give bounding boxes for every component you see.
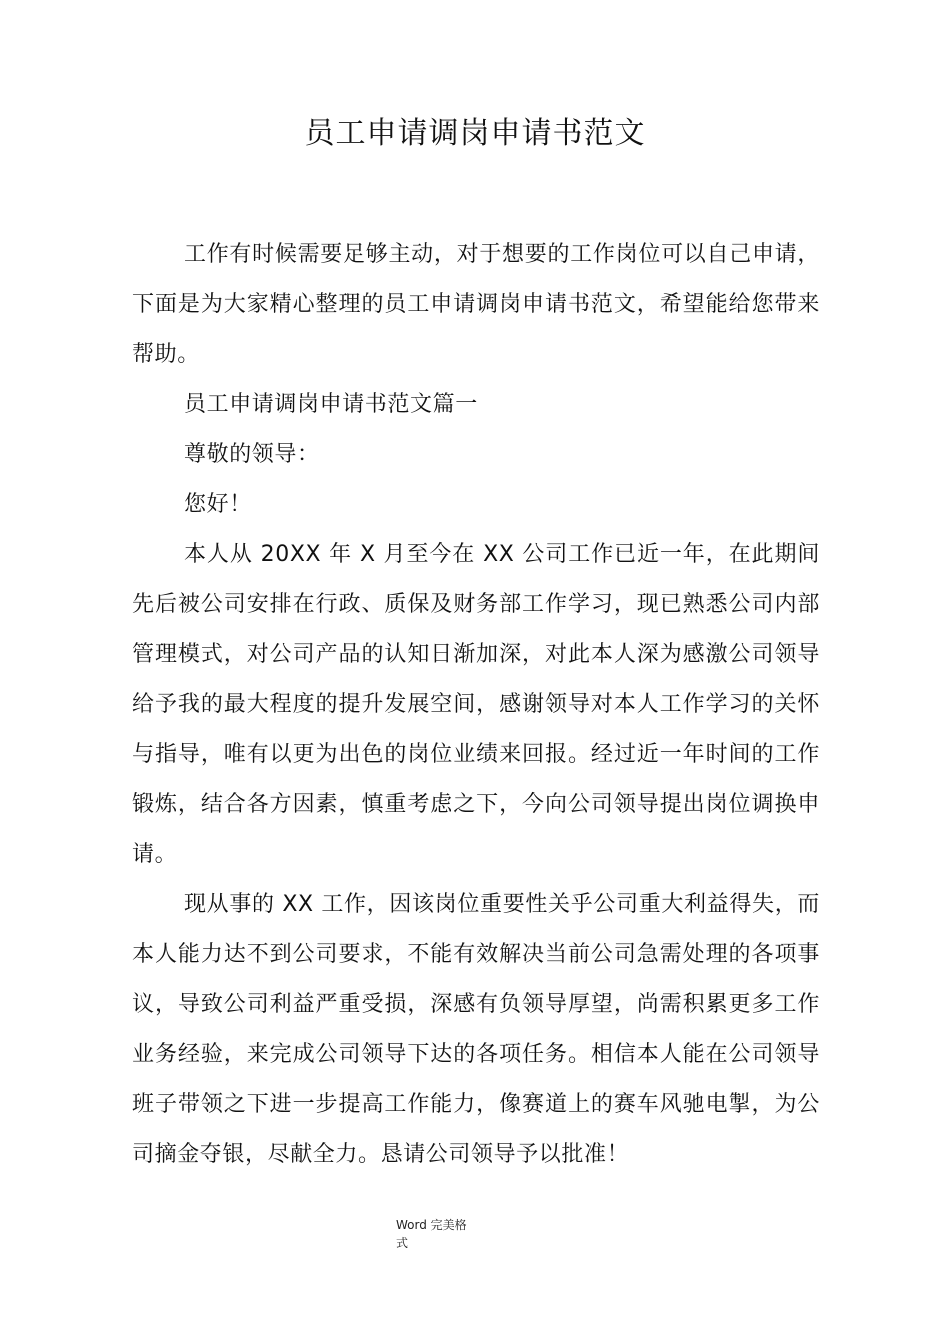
document-body [132, 230, 820, 1180]
body-paragraph: 本人从 20XX 年 X 月至今在 XX 公司工作已近一年，在此期间先后被公司安排在行政、质保及财务部工作学习，现已熟悉公司内部管理模式，对公司产品的认知日渐加深，对此本人深为感激公司领导给予我的最大程度的提升发展空间，感谢领导对本人工作学习的关怀与指导，唯有以更为出色的岗位业绩来回报。经过近一年时间的工作锻炼，结合各方因素，慎重考虑之下，今向公司领导提出岗位调换申请。 [132, 542, 820, 867]
intro-paragraph: 工作有时候需要足够主动，对于想要的工作岗位可以自己申请，下面是为大家精心整理的员工申请调岗申请书范文，希望能给您带来帮助。 [132, 242, 820, 367]
section-heading: 员工申请调岗申请书范文篇一 [184, 392, 478, 417]
page-title: 员工申请调岗申请书范文 [304, 116, 646, 151]
body-paragraph: 现从事的 XX 工作，因该岗位重要性关乎公司重大利益得失，而本人能力达不到公司要求，不能有效解决当前公司急需处理的各项事议，导致公司利益严重受损，深感有负领导厚望，尚需积累更多工作业务经验，来完成公司领导下达的各项任务。相信本人能在公司领导班子带领之下进一步提高工作能力，像赛道上的赛车风驰电掣，为公司摘金夺银，尽献全力。恳请公司领导予以批准！ [132, 892, 820, 1167]
greeting: 您好！ [184, 492, 252, 517]
footer-label: Word 完美格式 [396, 1218, 467, 1250]
salutation: 尊敬的领导： [184, 442, 320, 467]
